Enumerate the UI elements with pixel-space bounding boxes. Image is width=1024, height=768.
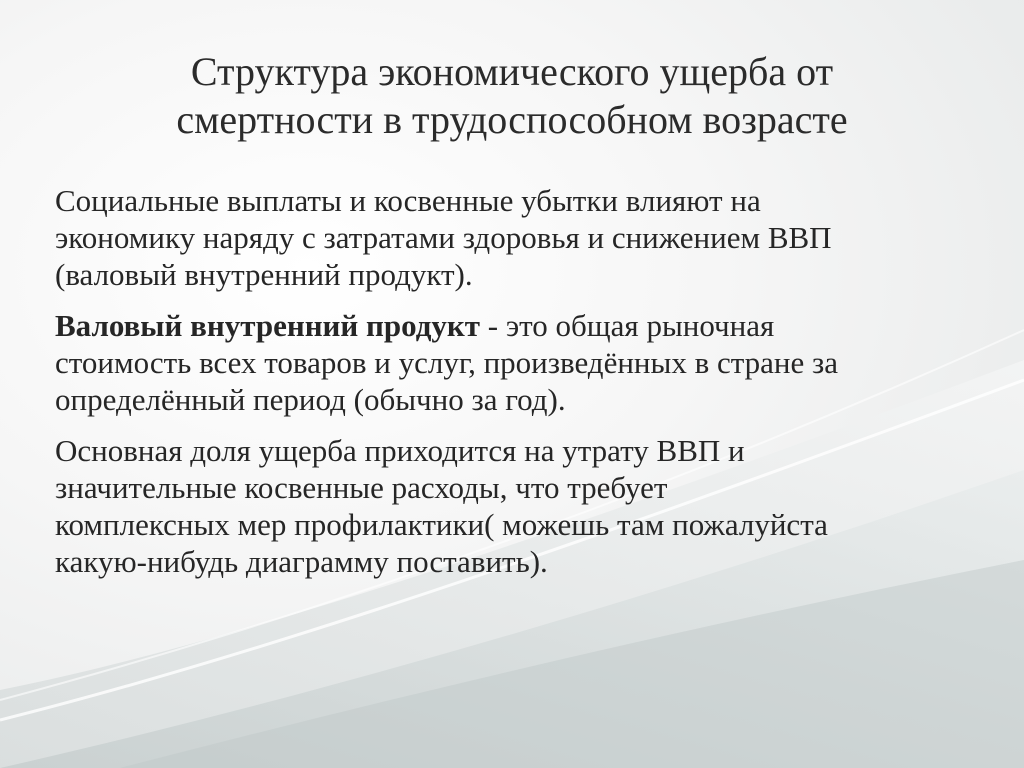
paragraph-line-with-term	[55, 307, 985, 344]
paragraph-line: значительные косвенные расходы, что требует	[55, 470, 668, 505]
paragraph-line: экономику наряду с затратами здоровья и снижением ВВП	[55, 220, 832, 255]
paragraph-main-damage	[55, 432, 985, 580]
paragraph-line: комплексных мер профилактики( можешь там пожалуйста	[55, 507, 828, 542]
paragraph-line: стоимость всех товаров и услуг, произведённых в стране за	[55, 345, 839, 380]
paragraph-social-payments	[55, 182, 985, 293]
gdp-term: Валовый внутренний продукт	[55, 308, 481, 343]
title-line-1: Структура экономического ущерба от	[190, 49, 834, 94]
slide-body	[55, 182, 985, 594]
paragraph-line: Социальные выплаты и косвенные убытки влияют на	[55, 183, 761, 218]
gdp-definition-start: - это общая рыночная	[480, 308, 775, 343]
paragraph-line: (валовый внутренний продукт).	[55, 257, 473, 292]
paragraph-line: какую-нибудь диаграмму поставить).	[55, 544, 548, 579]
paragraph-line: определённый период (обычно за год).	[55, 382, 566, 417]
paragraph-gdp-definition	[55, 307, 985, 418]
paragraph-line: Основная доля ущерба приходится на утрату ВВП и	[55, 433, 745, 468]
title-line-2: смертности в трудоспособном возрасте	[176, 97, 848, 142]
slide-title	[60, 48, 964, 144]
